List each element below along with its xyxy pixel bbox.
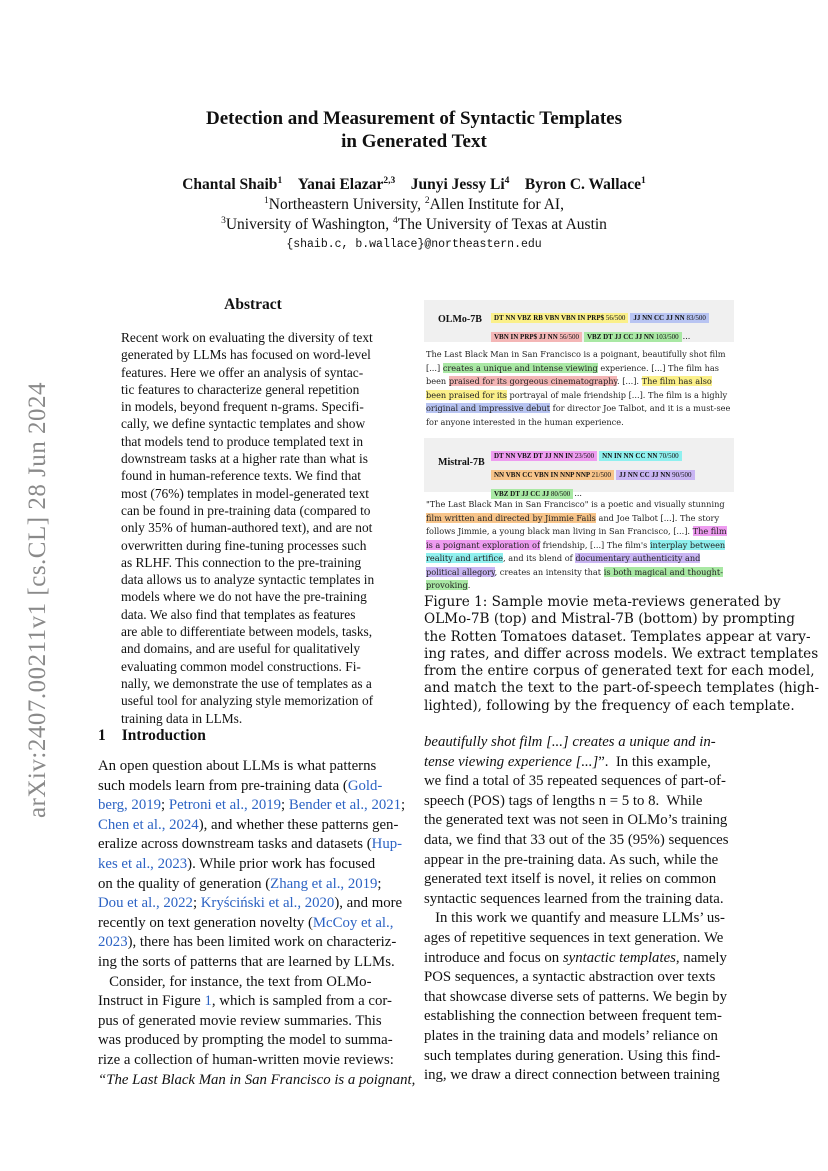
pos-template-frequency: 80/500 — [550, 490, 571, 498]
body-line — [98, 816, 408, 836]
caption-line: the Rotten Tomatoes dataset. Templates appear at vary- — [424, 628, 811, 645]
pos-template-label: DT NN VBZ DT JJ NN IN — [494, 452, 575, 460]
abstract-line: training data in LLMs. — [121, 710, 243, 726]
section-title: Introduction — [121, 727, 206, 744]
sample-text-span: portrayal of male friendship [...]. The film is a highly — [506, 389, 728, 400]
highlighted-template-span: interplay between reality and artifice — [426, 539, 726, 563]
body-line — [98, 835, 408, 855]
body-line — [424, 733, 732, 753]
section-heading-introduction — [98, 727, 206, 745]
sample-text-span: experience. [...] The film has been — [426, 362, 720, 386]
affiliation-name: The University of Texas at Austin — [397, 216, 607, 233]
highlighted-template-span: creates a unique and intense viewing — [442, 362, 598, 373]
sample-text-span: "The Last Black Man in San Francisco" is a poetic and visually stunning — [426, 499, 725, 509]
sample-text-span: friendship, [...] The film's — [539, 539, 650, 550]
body-line — [424, 909, 732, 929]
body-text-span: appear in the pre-training data. As such, while the — [424, 851, 719, 868]
olmo-model-name: OLMo-7B — [438, 314, 482, 325]
body-text-span: was produced by prompting the model to summa- — [98, 1032, 393, 1049]
citation-link[interactable]: Dou et al., 2022 — [98, 895, 193, 912]
pos-template-frequency: 21/500 — [591, 471, 612, 479]
sample-text-span: , and its blend of — [503, 553, 576, 563]
pos-template-frequency: 56/500 — [559, 333, 579, 341]
olmo-template-panel — [424, 300, 734, 342]
pos-template-label: JJ NN CC JJ NN — [633, 314, 687, 322]
affiliation-mark: 3 — [221, 215, 226, 226]
citation-link[interactable]: Petroni et al., 2019 — [168, 797, 282, 814]
pos-template-tag — [630, 313, 709, 323]
body-line — [424, 890, 732, 910]
author-name: Byron C. Wallace — [524, 176, 642, 193]
body-line — [424, 831, 732, 851]
pos-template-tag — [599, 451, 681, 461]
pos-template-label: VBN IN PRP$ JJ NN — [494, 333, 560, 341]
body-text-span: speech (POS) tags of lengths n = 5 to 8. While — [424, 792, 703, 809]
more-templates-ellipsis: ... — [574, 489, 582, 498]
author-affiliation-mark: 2,3 — [383, 175, 396, 186]
body-line — [424, 1047, 732, 1067]
body-line — [424, 1027, 732, 1047]
pos-template-tag — [491, 489, 573, 499]
body-line — [98, 875, 408, 895]
more-templates-ellipsis: ... — [682, 332, 691, 341]
body-text-span: An open question about LLMs is what patterns — [98, 758, 377, 774]
figure-caption — [424, 594, 820, 715]
sample-text-span: and Joe Talbot [...]. The story follows Jimmie, a young black man living in San Francisco, [...]. — [426, 512, 720, 536]
body-text-span: , namely — [675, 949, 727, 966]
pos-template-frequency: 70/500 — [659, 452, 679, 460]
olmo-template-tags — [490, 305, 730, 343]
title-line-1: Detection and Measurement of Syntactic Templates — [205, 108, 622, 129]
body-text-span: ; — [377, 875, 382, 892]
abstract-line: in models, beyond frequent n-grams. Specifi- — [121, 399, 364, 415]
author-affiliation-mark: 1 — [641, 175, 646, 186]
abstract-line: tic features to characterize general repetition — [121, 381, 360, 397]
pos-template-frequency: 90/500 — [672, 471, 692, 479]
caption-line: lighted), following by the frequency of each template. — [424, 697, 795, 714]
body-text-span: we find a total of 35 repeated sequences of part-of- — [424, 773, 726, 790]
abstract-line: data allows us to analyze syntactic templates in — [121, 572, 375, 588]
pos-template-tag — [491, 470, 614, 480]
arxiv-identifier: arXiv:2407.00211v1 [cs.CL] 28 Jun 2024 — [24, 381, 51, 819]
highlighted-template-span: film written and directed by Jimmie Fails — [426, 512, 596, 523]
author-name: Yanai Elazar — [297, 176, 384, 193]
body-line — [424, 792, 732, 812]
caption-line: ing rates, and differ across models. We extract templates — [424, 645, 819, 662]
body-line — [98, 1071, 416, 1091]
body-text-span: pus of generated movie review summaries. This — [98, 1012, 382, 1029]
pos-template-label: VBZ DT JJ CC JJ NN — [586, 333, 656, 341]
abstract-line: features. Here we offer an analysis of syntac- — [121, 364, 364, 380]
body-line — [424, 753, 732, 773]
body-text-span: such models learn from pre-training data ( — [98, 777, 348, 794]
mistral-sample-text — [424, 492, 734, 590]
author-affiliation-mark: 1 — [277, 175, 283, 186]
abstract-heading: Abstract — [224, 296, 282, 313]
body-line — [98, 992, 408, 1012]
body-text-span: ). While prior work has focused — [187, 855, 376, 872]
abstract-line: cally, we define syntactic templates and show — [121, 416, 366, 432]
body-text-span: , which is sampled from a cor- — [211, 993, 392, 1010]
highlighted-template-span: praised for its gorgeous cinematography — [448, 376, 617, 386]
citation-link[interactable]: Kryściński et al., 2020 — [200, 895, 335, 912]
body-line — [424, 1007, 732, 1027]
citation-link[interactable]: 2023 — [98, 934, 128, 951]
body-text-span: that showcase diverse sets of patterns. We begin by — [424, 988, 728, 1005]
body-text-span: such templates during generation. Using this find- — [424, 1047, 721, 1064]
mistral-model-name: Mistral-7B — [438, 457, 485, 468]
pos-template-frequency: 103/500 — [655, 333, 679, 341]
abstract-line: generated by LLMs has focused on word-level — [121, 347, 371, 363]
body-text-span: introduce and focus on — [424, 949, 563, 966]
highlighted-template-span: The film is a poignant exploration of — [426, 526, 727, 550]
intro-right-column — [424, 733, 732, 1086]
pos-template-label: NN IN NN CC NN — [602, 452, 660, 460]
body-line — [424, 1066, 732, 1086]
pos-template-frequency: 23/500 — [574, 452, 595, 460]
body-line — [98, 855, 408, 875]
figure-1 — [424, 300, 820, 715]
author-email: {shaib.c, b.wallace}@northeastern.edu — [286, 238, 542, 251]
pos-template-frequency: 83/500 — [686, 314, 706, 322]
affiliation-name: Allen Institute for AI, — [429, 196, 564, 213]
olmo-sample-text — [424, 342, 734, 438]
sample-text-span: . — [467, 580, 471, 590]
body-line — [98, 757, 408, 777]
highlighted-template-span: The film has also been praised for its — [426, 376, 712, 400]
body-text-span: In this work we quantify and measure LLMs’ us- — [424, 910, 725, 927]
body-text-span: POS sequences, a syntactic abstraction over texts — [424, 969, 716, 986]
section-number: 1 — [98, 727, 106, 744]
body-text-span: ; — [161, 797, 169, 814]
citation-link[interactable]: McCoy et al., — [312, 914, 394, 931]
mistral-template-tags — [490, 443, 730, 500]
mistral-template-panel — [424, 438, 734, 498]
abstract-line: useful tool for analyzing style memorization of — [121, 693, 374, 709]
affiliation-line-2 — [0, 215, 828, 235]
body-text-span: ”. In this example, — [598, 753, 711, 770]
caption-line: OLMo-7B (top) and Mistral-7B (bottom) by prompting — [424, 611, 795, 628]
body-line — [98, 1051, 408, 1071]
abstract-line: can be found in pre-training data (compared to — [121, 502, 371, 518]
pos-template-tag — [491, 451, 597, 461]
pos-template-tag — [616, 470, 695, 480]
abstract-line: only 35% of human-authored text), and are not — [121, 520, 373, 536]
body-text-span: ages of repetitive sequences in text generation. We — [424, 929, 724, 946]
arxiv-sidebar — [16, 330, 60, 870]
emphasized-text: “The Last Black Man in San Francisco is a poignant, — [98, 1071, 416, 1088]
pos-template-label: NN VBN CC VBN IN NNP NNP — [494, 471, 592, 479]
citation-link[interactable]: Hup- — [371, 836, 403, 853]
sample-text-span: . [...]. — [617, 376, 642, 386]
abstract-line: and domains, and are useful for qualitatively — [121, 641, 361, 657]
citation-link[interactable]: Chen et al., 2024 — [98, 816, 199, 833]
citation-link[interactable]: berg, 2019 — [98, 797, 162, 814]
abstract-line: are able to differentiate between models, tasks, — [121, 624, 373, 640]
sample-text-span: for director Joe Talbot, and it is a must-see for anyone interested in the human experience. — [426, 403, 731, 427]
sample-text-span: The Last Black Man in San Francisco is a poignant, beautifully shot film [...] — [426, 349, 726, 373]
sample-text-span: , creates an intensity that — [494, 566, 604, 577]
abstract-line: Recent work on evaluating the diversity of text — [121, 330, 373, 345]
body-text-span: Consider, for instance, the text from OLMo- — [98, 973, 372, 990]
pos-template-label: JJ NN CC JJ NN — [619, 471, 673, 479]
body-text-span: rize a collection of human-written movie reviews: — [98, 1051, 394, 1068]
abstract-line: overwritten during fine-tuning processes such — [121, 537, 367, 553]
pos-template-tag — [491, 313, 628, 323]
paper-title — [0, 107, 828, 153]
abstract-line: found in human-reference texts. We find that — [121, 468, 361, 484]
body-text-span: ; — [401, 797, 406, 814]
caption-line: from the entire corpus of generated text for each model, — [424, 663, 815, 680]
highlighted-template-span: original and impressive debut — [426, 403, 551, 413]
body-line — [98, 777, 408, 797]
affiliation-name: Northeastern University, — [268, 196, 425, 213]
body-text-span: ing, we draw a direct connection between training — [424, 1067, 720, 1084]
body-line — [424, 870, 732, 890]
body-line — [98, 1031, 408, 1051]
body-line — [424, 851, 732, 871]
abstract-line: as RLHF. This connection to the pre-training — [121, 554, 362, 570]
abstract-line: nally, we demonstrate the use of templates as a — [121, 675, 372, 691]
author-names — [0, 175, 828, 195]
abstract-line: data. We also find that templates as features — [121, 606, 356, 622]
body-text-span: recently on text generation novelty ( — [98, 914, 313, 931]
body-text-span: eralize across downstream tasks and datasets ( — [98, 836, 372, 853]
body-text-span: the generated text was not seen in OLMo’s training — [424, 812, 728, 829]
abstract-line: downstream tasks at a higher rate than what is — [121, 451, 368, 467]
pos-template-label: VBZ DT JJ CC JJ — [494, 490, 551, 498]
body-text-span: data, we find that 33 out of the 35 (95%) sequences — [424, 831, 729, 848]
body-text-span: ing the sorts of patterns that are learned by LLMs. — [98, 953, 395, 970]
caption-line: and match the text to the part-of-speech templates (high- — [424, 680, 820, 697]
citation-link[interactable]: 1 — [204, 993, 212, 1010]
body-line — [98, 894, 408, 914]
body-text-span: ), there has been limited work on characteriz- — [127, 934, 397, 951]
affiliation-mark: 1 — [264, 195, 269, 206]
body-text-span: on the quality of generation ( — [98, 875, 271, 892]
citation-link[interactable]: Gold- — [347, 777, 383, 794]
author-affiliation-mark: 4 — [504, 175, 510, 186]
body-line — [424, 772, 732, 792]
pos-template-frequency: 56/500 — [605, 314, 626, 322]
highlighted-template-span: is both magical and thought-provoking — [426, 566, 723, 590]
body-line — [424, 811, 732, 831]
abstract-line: most (76%) templates in model-generated text — [121, 485, 370, 501]
affiliation-mark: 4 — [393, 215, 398, 226]
title-line-2: in Generated Text — [341, 131, 487, 152]
body-text-span: syntactic sequences learned from the training data. — [424, 890, 724, 907]
body-text-span: plates in the training data and models’ reliance on — [424, 1027, 718, 1044]
body-line — [98, 973, 408, 993]
body-line — [98, 953, 408, 973]
author-name: Chantal Shaib — [182, 176, 278, 193]
body-text-span: Instruct in Figure — [98, 993, 205, 1010]
highlighted-template-span: documentary authenticity and political allegory — [426, 553, 701, 577]
body-text-span: ; — [281, 797, 289, 814]
body-text-span: establishing the connection between frequent tem- — [424, 1008, 722, 1025]
body-line — [98, 933, 408, 953]
emphasized-text: syntactic templates — [562, 949, 676, 966]
abstract-line: that models tend to produce templated text in — [121, 433, 364, 449]
pos-template-tag — [584, 332, 682, 342]
affiliation-mark: 2 — [424, 195, 430, 206]
body-line — [98, 914, 408, 934]
affiliation-name: University of Washington, — [225, 216, 394, 233]
affiliation-line-1 — [0, 195, 828, 215]
citation-link[interactable]: Bender et al., 2021 — [288, 797, 402, 814]
body-line — [424, 929, 732, 949]
caption-line: Figure 1: Sample movie meta-reviews generated by — [424, 594, 781, 610]
pos-template-tag — [491, 332, 582, 342]
abstract-line: evaluating common model constructions. Fi- — [121, 658, 361, 674]
body-line — [98, 796, 408, 816]
citation-link[interactable]: kes et al., 2023 — [98, 855, 188, 872]
body-line — [424, 988, 732, 1008]
author-name: Junyi Jessy Li — [410, 176, 505, 193]
body-line — [424, 949, 732, 969]
body-line — [98, 1012, 408, 1032]
intro-left-column — [98, 757, 416, 1090]
body-line — [424, 968, 732, 988]
body-text-span: ), and more — [334, 895, 403, 912]
author-block — [0, 175, 828, 255]
pos-template-label: DT NN VBZ RB VBN VBN IN PRP$ — [494, 314, 606, 322]
body-text-span: ), and whether these patterns gen- — [198, 816, 399, 833]
abstract-line: models where we do not have the pre-training — [121, 589, 367, 605]
citation-link[interactable]: Zhang et al., 2019 — [270, 875, 378, 892]
body-text-span: ; — [192, 895, 201, 912]
emphasized-text: beautifully shot film [...] creates a unique and in- — [424, 734, 716, 750]
abstract-body — [121, 329, 383, 727]
body-text-span: generated text itself is novel, it relies on common — [424, 871, 717, 888]
emphasized-text: tense viewing experience [...] — [424, 753, 599, 770]
